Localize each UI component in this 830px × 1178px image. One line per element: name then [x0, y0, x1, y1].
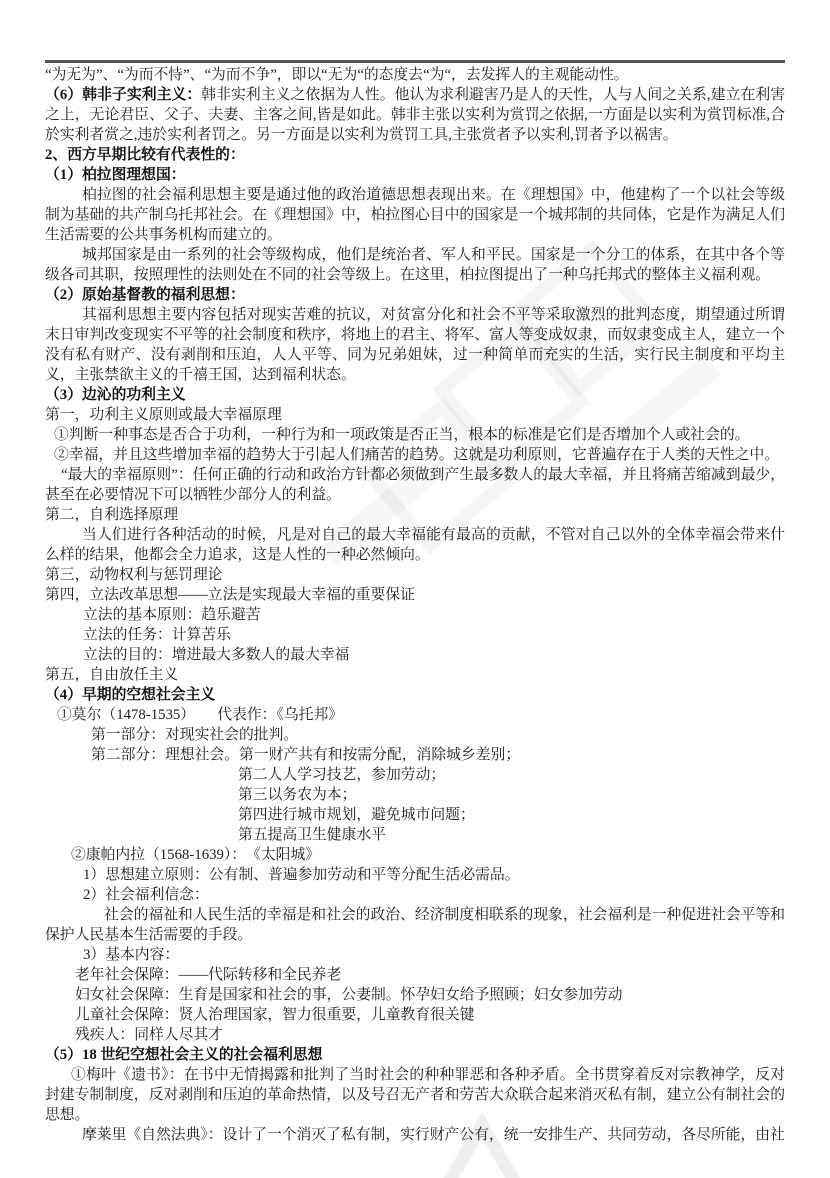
paragraph: 儿童社会保障：贤人治理国家，智力很重要，儿童教育很关键: [75, 1007, 475, 1023]
paragraph: 第二部分：理想社会。第一财产共有和按需分配，消除城乡差别；: [91, 747, 521, 763]
paragraph: 第四进行城市规划，避免城市问题；: [238, 807, 475, 823]
section-heading: （1）柏拉图理想国：: [45, 167, 186, 183]
paragraph: 立法的基本原则：趋乐避苦: [83, 607, 261, 623]
paragraph: 第五提高卫生健康水平: [238, 827, 386, 843]
heading-lead: （6）韩非子实利主义：: [45, 87, 202, 103]
paragraph: ①梅叶《遗书》：在书中无情揭露和批判了当时社会的种种罪恶和各种矛盾。全书贯穿着反对宗教神学，反对封建专制制度，反对剥削和压迫的革命热情，以及号召无产者和劳苦大众联合起来消灭私有制，建立公有制社会的思想。: [45, 1067, 785, 1123]
paragraph: ①莫尔（1478-1535） 代表作：《乌托邦》: [57, 707, 344, 723]
section-heading: （2）原始基督教的福利思想：: [45, 287, 245, 303]
paragraph: ①判断一种事态是否合于功利，一种行为和一项政策是否正当，根本的标准是它们是否增加个人或社会的。: [54, 427, 750, 443]
paragraph: 当人们进行各种活动的时候，凡是对自己的最大幸福能有最高的贡献，不管对自己以外的全体幸福会带来什么样的结果，他都会全力追求，这是人性的一种必然倾向。: [45, 527, 785, 563]
paragraph: 社会的福祉和人民生活的幸福是和社会的政治、经济制度相联系的现象，社会福利是一种促进社会平等和保护人民基本生活需要的手段。: [45, 907, 785, 943]
paragraph: 1）思想建立原则：公有制、普遍参加劳动和平等分配生活必需品。: [83, 867, 520, 883]
paragraph: “最大的幸福原则”：任何正确的行动和政治方针都必须做到产生最多数人的最大幸福，并且将痛苦缩减到最少，甚至在必要情况下可以牺牲少部分人的利益。: [45, 467, 785, 503]
section-heading: （5）18 世纪空想社会主义的社会福利思想: [45, 1047, 323, 1063]
paragraph: 第二，自利选择原理: [45, 507, 179, 523]
paragraph: 第三以务农为本；: [238, 787, 357, 803]
section-heading: （4）早期的空想社会主义: [45, 687, 216, 703]
paragraph: 立法的目的：增进最大多数人的最大幸福: [83, 647, 350, 663]
section-heading: （3）边沁的功利主义: [45, 387, 186, 403]
paragraph: 第二人人学习技艺，参加劳动；: [238, 767, 446, 783]
section-heading: 2、西方早期比较有代表性的：: [45, 147, 245, 163]
paragraph: 妇女社会保障：生育是国家和社会的事，公妻制。怀孕妇女给予照顾；妇女参加劳动: [75, 987, 623, 1003]
paragraph: 城邦国家是由一系列的社会等级构成，他们是统治者、军人和平民。国家是一个分工的体系，在其中各个等级各司其职，按照理性的法则处在不同的社会等级上。在这里，柏拉图提出了一种乌托邦式的整体主义福利观。: [45, 247, 785, 283]
paragraph-text: 韩非实利主义之依据为人性。他认为求利避害乃是人的天性，人与人间之关系,建立在利害之上，无论君臣、父子、夫妻、主客之间,皆是如此。韩非主张以实利为赏罚之依据,一方面是以实利为赏罚标准,合於实利者赏之,违於实利者罚之。另一方面是以实利为赏罚工具,主张赏者予以实利,罚者予以祸害。: [45, 87, 785, 143]
header-rule: [45, 60, 785, 63]
paragraph: 立法的任务：计算苦乐: [83, 627, 231, 643]
paragraph: [45, 85, 785, 145]
paragraph: 其福利思想主要内容包括对现实苦难的抗议，对贫富分化和社会不平等采取激烈的批判态度，期望通过所谓末日审判改变现实不平等的社会制度和秩序，将地上的君主、将军、富人等变成奴隶，而奴隶变成主人，建立一个没有私有财产、没有剥削和压迫，人人平等、同为兄弟姐妹，过一种简单而充实的生活，实行民主制度和平均主义，主张禁欲主义的千禧王国，达到福利状态。: [45, 307, 785, 383]
paragraph: 2）社会福利信念：: [83, 887, 209, 903]
paragraph: 老年社会保障：——代际转移和全民养老: [75, 967, 342, 983]
paragraph: 柏拉图的社会福利思想主要是通过他的政治道德思想表现出来。在《理想国》中，他建构了一个以社会等级制为基础的共产制乌托邦社会。在《理想国》中，柏拉图心目中的国家是一个城邦制的共同体，它是作为满足人们生活需要的公共事务机构而建立的。: [45, 187, 785, 243]
paragraph: 第五，自由放任主义: [45, 667, 179, 683]
paragraph: 第一，功利主义原则或最大幸福原理: [45, 407, 282, 423]
paragraph: 残疾人：同样人尽其才: [75, 1027, 223, 1043]
paragraph: “为无为”、“为而不恃”、“为而不争”，即以“无为“的态度去“为“，去发挥人的主观能动性。: [45, 67, 629, 83]
paragraph: ②幸福，并且这些增加幸福的趋势大于引起人们痛苦的趋势。这就是功利原则，它普遍存在于人类的天性之中。: [54, 447, 780, 463]
paragraph: ②康帕内拉（1568-1639）： 《太阳城》: [71, 847, 321, 863]
paragraph: 3）基本内容：: [83, 947, 180, 963]
paragraph: 第三，动物权利与惩罚理论: [45, 567, 223, 583]
document-body: [45, 65, 785, 1145]
paragraph: 第一部分：对现实社会的批判。: [91, 727, 299, 743]
paragraph: 第四，立法改革思想——立法是实现最大幸福的重要保证: [45, 587, 415, 603]
paragraph: 摩莱里《自然法典》：设计了一个消灭了私有制，实行财产公有，统一安排生产、共同劳动，各尽所能，由社: [82, 1127, 785, 1143]
